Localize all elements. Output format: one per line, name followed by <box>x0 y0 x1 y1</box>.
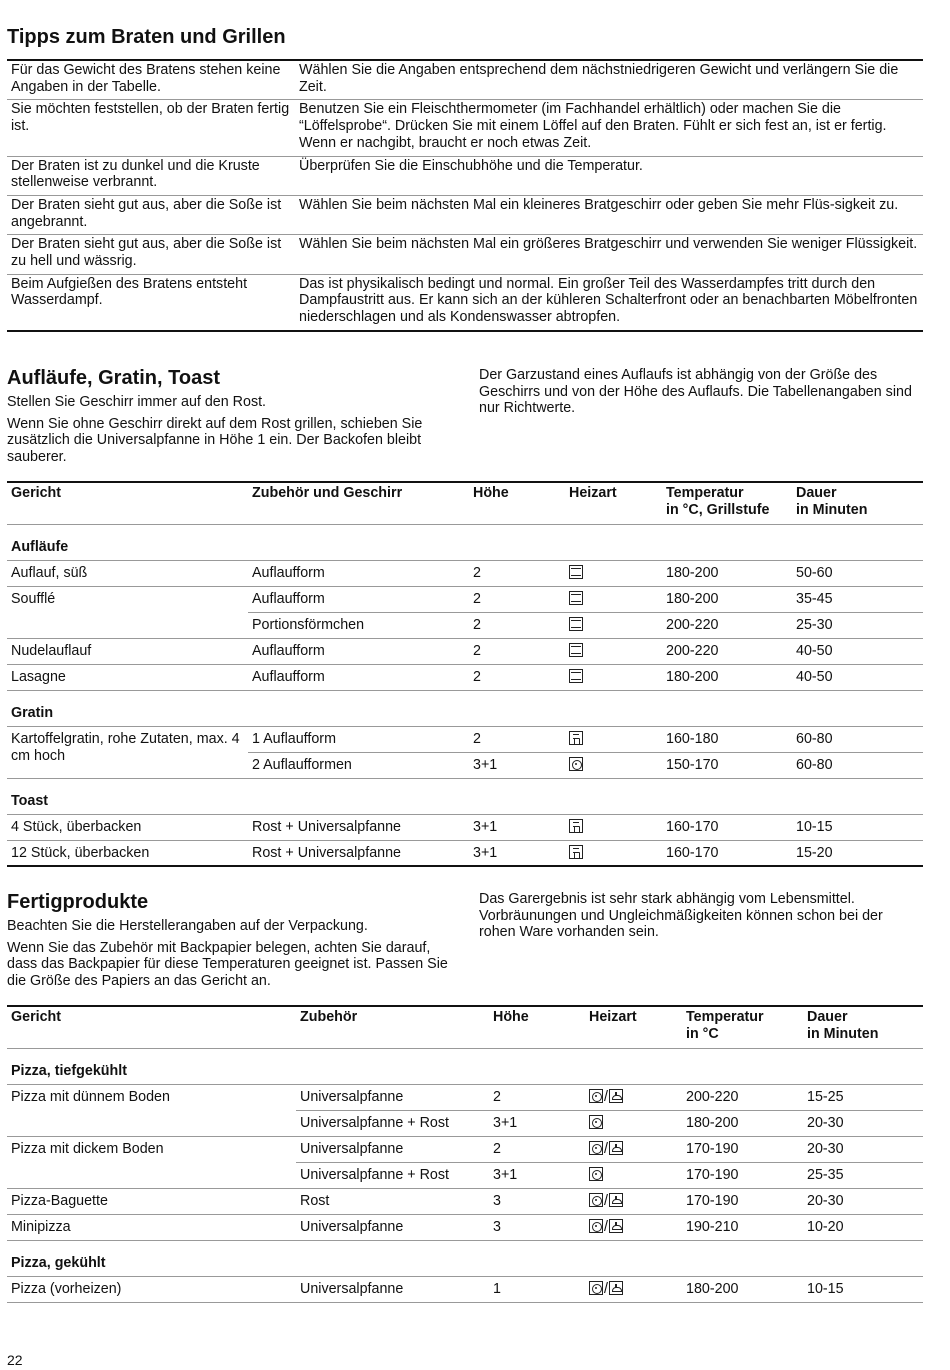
col-header: Gericht <box>7 1006 296 1049</box>
table-row: Portionsförmchen 2 200-220 25-30 <box>7 613 923 639</box>
table-row: 4 Stück, überbacken Rost + Universalpfanne 3+1 160-170 10-15 <box>7 814 923 840</box>
table-row: 12 Stück, überbacken Rost + Universalpfanne 3+1 160-170 15-20 <box>7 840 923 866</box>
table-row: Nudelauflauf Auflaufform 2 200-220 40-50 <box>7 639 923 665</box>
pizza-setting-icon <box>609 1141 623 1155</box>
hot-air-icon <box>589 1193 603 1207</box>
table-row: Universalpfanne + Rost 3+1 170-190 25-35 <box>7 1163 923 1189</box>
top-bottom-heat-icon <box>569 643 583 657</box>
circulated-grill-icon <box>569 819 583 833</box>
tips-row <box>7 235 923 274</box>
tips-row <box>7 60 923 100</box>
col-header: Gericht <box>7 482 248 525</box>
table-row: Soufflé Auflaufform 2 180-200 35-45 <box>7 587 923 613</box>
tips-solution: Wählen Sie die Angaben entsprechend dem nächstniedrigeren Gewicht und verlängern Sie die Zeit. <box>295 60 923 100</box>
intro-paragraph: Wenn Sie das Zubehör mit Backpapier belegen, achten Sie darauf, dass das Backpapier für diese Temperaturen geeignet ist. Passen Sie die Größe des Papiers an das Gericht an. <box>7 939 448 990</box>
tips-problem: Der Braten sieht gut aus, aber die Soße ist angebrannt. <box>7 195 295 234</box>
table-row: Universalpfanne + Rost 3+1 180-200 20-30 <box>7 1111 923 1137</box>
table-group-row: Pizza, gekühlt <box>7 1241 923 1277</box>
table-row: 2 Auflaufformen 3+1 150-170 60-80 <box>7 752 923 778</box>
table-row: Pizza mit dickem Boden Universalpfanne 2 / 170-190 20-30 <box>7 1137 923 1163</box>
tips-title: Tipps zum Braten und Grillen <box>7 26 286 48</box>
intro-paragraph: Beachten Sie die Herstellerangaben auf der Verpackung. <box>7 918 368 934</box>
tips-solution: Überprüfen Sie die Einschubhöhe und die Temperatur. <box>295 156 923 195</box>
col-header: Höhe <box>469 482 565 525</box>
top-bottom-heat-icon <box>569 669 583 683</box>
circulated-grill-icon <box>569 731 583 745</box>
intro-paragraph: Der Garzustand eines Auflaufs ist abhängig von der Größe des Geschirrs und von der Höhe des Auflaufs. Die Tabellenangaben sind nur Richtwerte. <box>479 367 912 417</box>
table-row: Auflauf, süß Auflaufform 2 180-200 50-60 <box>7 561 923 587</box>
col-header: Heizart <box>565 482 662 525</box>
table-header <box>7 1006 923 1049</box>
tips-row <box>7 156 923 195</box>
fertig-title: Fertigprodukte <box>7 891 149 913</box>
tips-solution: Wählen Sie beim nächsten Mal ein größeres Bratgeschirr und verwenden Sie weniger Flüssigkeit. <box>295 235 923 274</box>
tips-solution: Das ist physikalisch bedingt und normal. Ein großer Teil des Wasserdampfes tritt durch den Dampfaustritt aus. Er kann sich an der kühleren Schalterfront oder an benachbarten Möbelfronten niederschlagen und als Kondenswasser abtropfen. <box>295 274 923 331</box>
col-header: Zubehör <box>296 1006 489 1049</box>
tips-problem: Der Braten sieht gut aus, aber die Soße ist zu hell und wässrig. <box>7 235 295 274</box>
hot-air-icon <box>589 1115 603 1129</box>
circulated-grill-icon <box>569 845 583 859</box>
fertig-table <box>7 1005 923 1303</box>
table-group-row: Toast <box>7 778 923 814</box>
tips-problem: Für das Gewicht des Bratens stehen keine Angaben in der Tabelle. <box>7 60 295 100</box>
tips-solution: Wählen Sie beim nächsten Mal ein kleineres Bratgeschirr oder geben Sie mehr Flüs-sigkeit zu. <box>295 195 923 234</box>
tips-problem: Sie möchten feststellen, ob der Braten fertig ist. <box>7 100 295 156</box>
col-header: Höhe <box>489 1006 585 1049</box>
hot-air-icon <box>589 1089 603 1103</box>
pizza-setting-icon <box>609 1193 623 1207</box>
tips-table <box>7 59 923 332</box>
tips-problem: Beim Aufgießen des Bratens entsteht Wasserdampf. <box>7 274 295 331</box>
table-row: Pizza mit dünnem Boden Universalpfanne 2 / 200-220 15-25 <box>7 1085 923 1111</box>
col-header: Dauer in Minuten <box>803 1006 923 1049</box>
pizza-setting-icon <box>609 1089 623 1103</box>
table-row: Lasagne Auflaufform 2 180-200 40-50 <box>7 665 923 691</box>
col-header: Zubehör und Geschirr <box>248 482 469 525</box>
table-row: Kartoffelgratin, rohe Zutaten, max. 4 cm hoch 1 Auflaufform 2 160-180 60-80 <box>7 726 923 752</box>
table-header <box>7 482 923 525</box>
col-header: Temperatur in °C <box>682 1006 803 1049</box>
tips-row <box>7 274 923 331</box>
auflaeufe-table <box>7 481 923 867</box>
intro-paragraph: Das Garergebnis ist sehr stark abhängig vom Lebensmittel. Vorbräunungen und Ungleichmäßigkeiten können schon bei der rohen Ware vorhanden sein. <box>479 891 883 941</box>
page-number: 22 <box>7 1352 23 1368</box>
top-bottom-heat-icon <box>569 617 583 631</box>
intro-paragraph: Wenn Sie ohne Geschirr direkt auf dem Rost grillen, schieben Sie zusätzlich die Universalpfanne in Höhe 1 ein. Der Backofen bleibt sauberer. <box>7 415 423 466</box>
col-header: Heizart <box>585 1006 682 1049</box>
col-header: Dauer in Minuten <box>792 482 923 525</box>
table-group-row: Pizza, tiefgekühlt <box>7 1049 923 1085</box>
table-row: Pizza-Baguette Rost 3 / 170-190 20-30 <box>7 1189 923 1215</box>
hot-air-icon <box>589 1281 603 1295</box>
auflaeufe-title: Aufläufe, Gratin, Toast <box>7 367 220 389</box>
table-group-row: Aufläufe <box>7 525 923 561</box>
pizza-setting-icon <box>609 1281 623 1295</box>
tips-row <box>7 100 923 156</box>
tips-row <box>7 195 923 234</box>
col-header: Temperatur in °C, Grillstufe <box>662 482 792 525</box>
hot-air-icon <box>589 1167 603 1181</box>
table-row: Minipizza Universalpfanne 3 / 190-210 10-20 <box>7 1215 923 1241</box>
hot-air-icon <box>589 1219 603 1233</box>
top-bottom-heat-icon <box>569 591 583 605</box>
table-row: Pizza (vorheizen) Universalpfanne 1 / 180-200 10-15 <box>7 1276 923 1302</box>
hot-air-icon <box>589 1141 603 1155</box>
hot-air-icon <box>569 757 583 771</box>
table-group-row: Gratin <box>7 691 923 727</box>
intro-paragraph: Stellen Sie Geschirr immer auf den Rost. <box>7 394 267 410</box>
tips-solution: Benutzen Sie ein Fleischthermometer (im Fachhandel erhältlich) oder machen Sie die “Löffelsprobe“. Drücken Sie mit einem Löffel auf den Braten. Fühlt er sich fest an, ist er fertig. Wenn er nachgibt, braucht er noch etwas Zeit. <box>295 100 923 156</box>
pizza-setting-icon <box>609 1219 623 1233</box>
tips-problem: Der Braten ist zu dunkel und die Kruste stellenweise verbrannt. <box>7 156 295 195</box>
top-bottom-heat-icon <box>569 565 583 579</box>
